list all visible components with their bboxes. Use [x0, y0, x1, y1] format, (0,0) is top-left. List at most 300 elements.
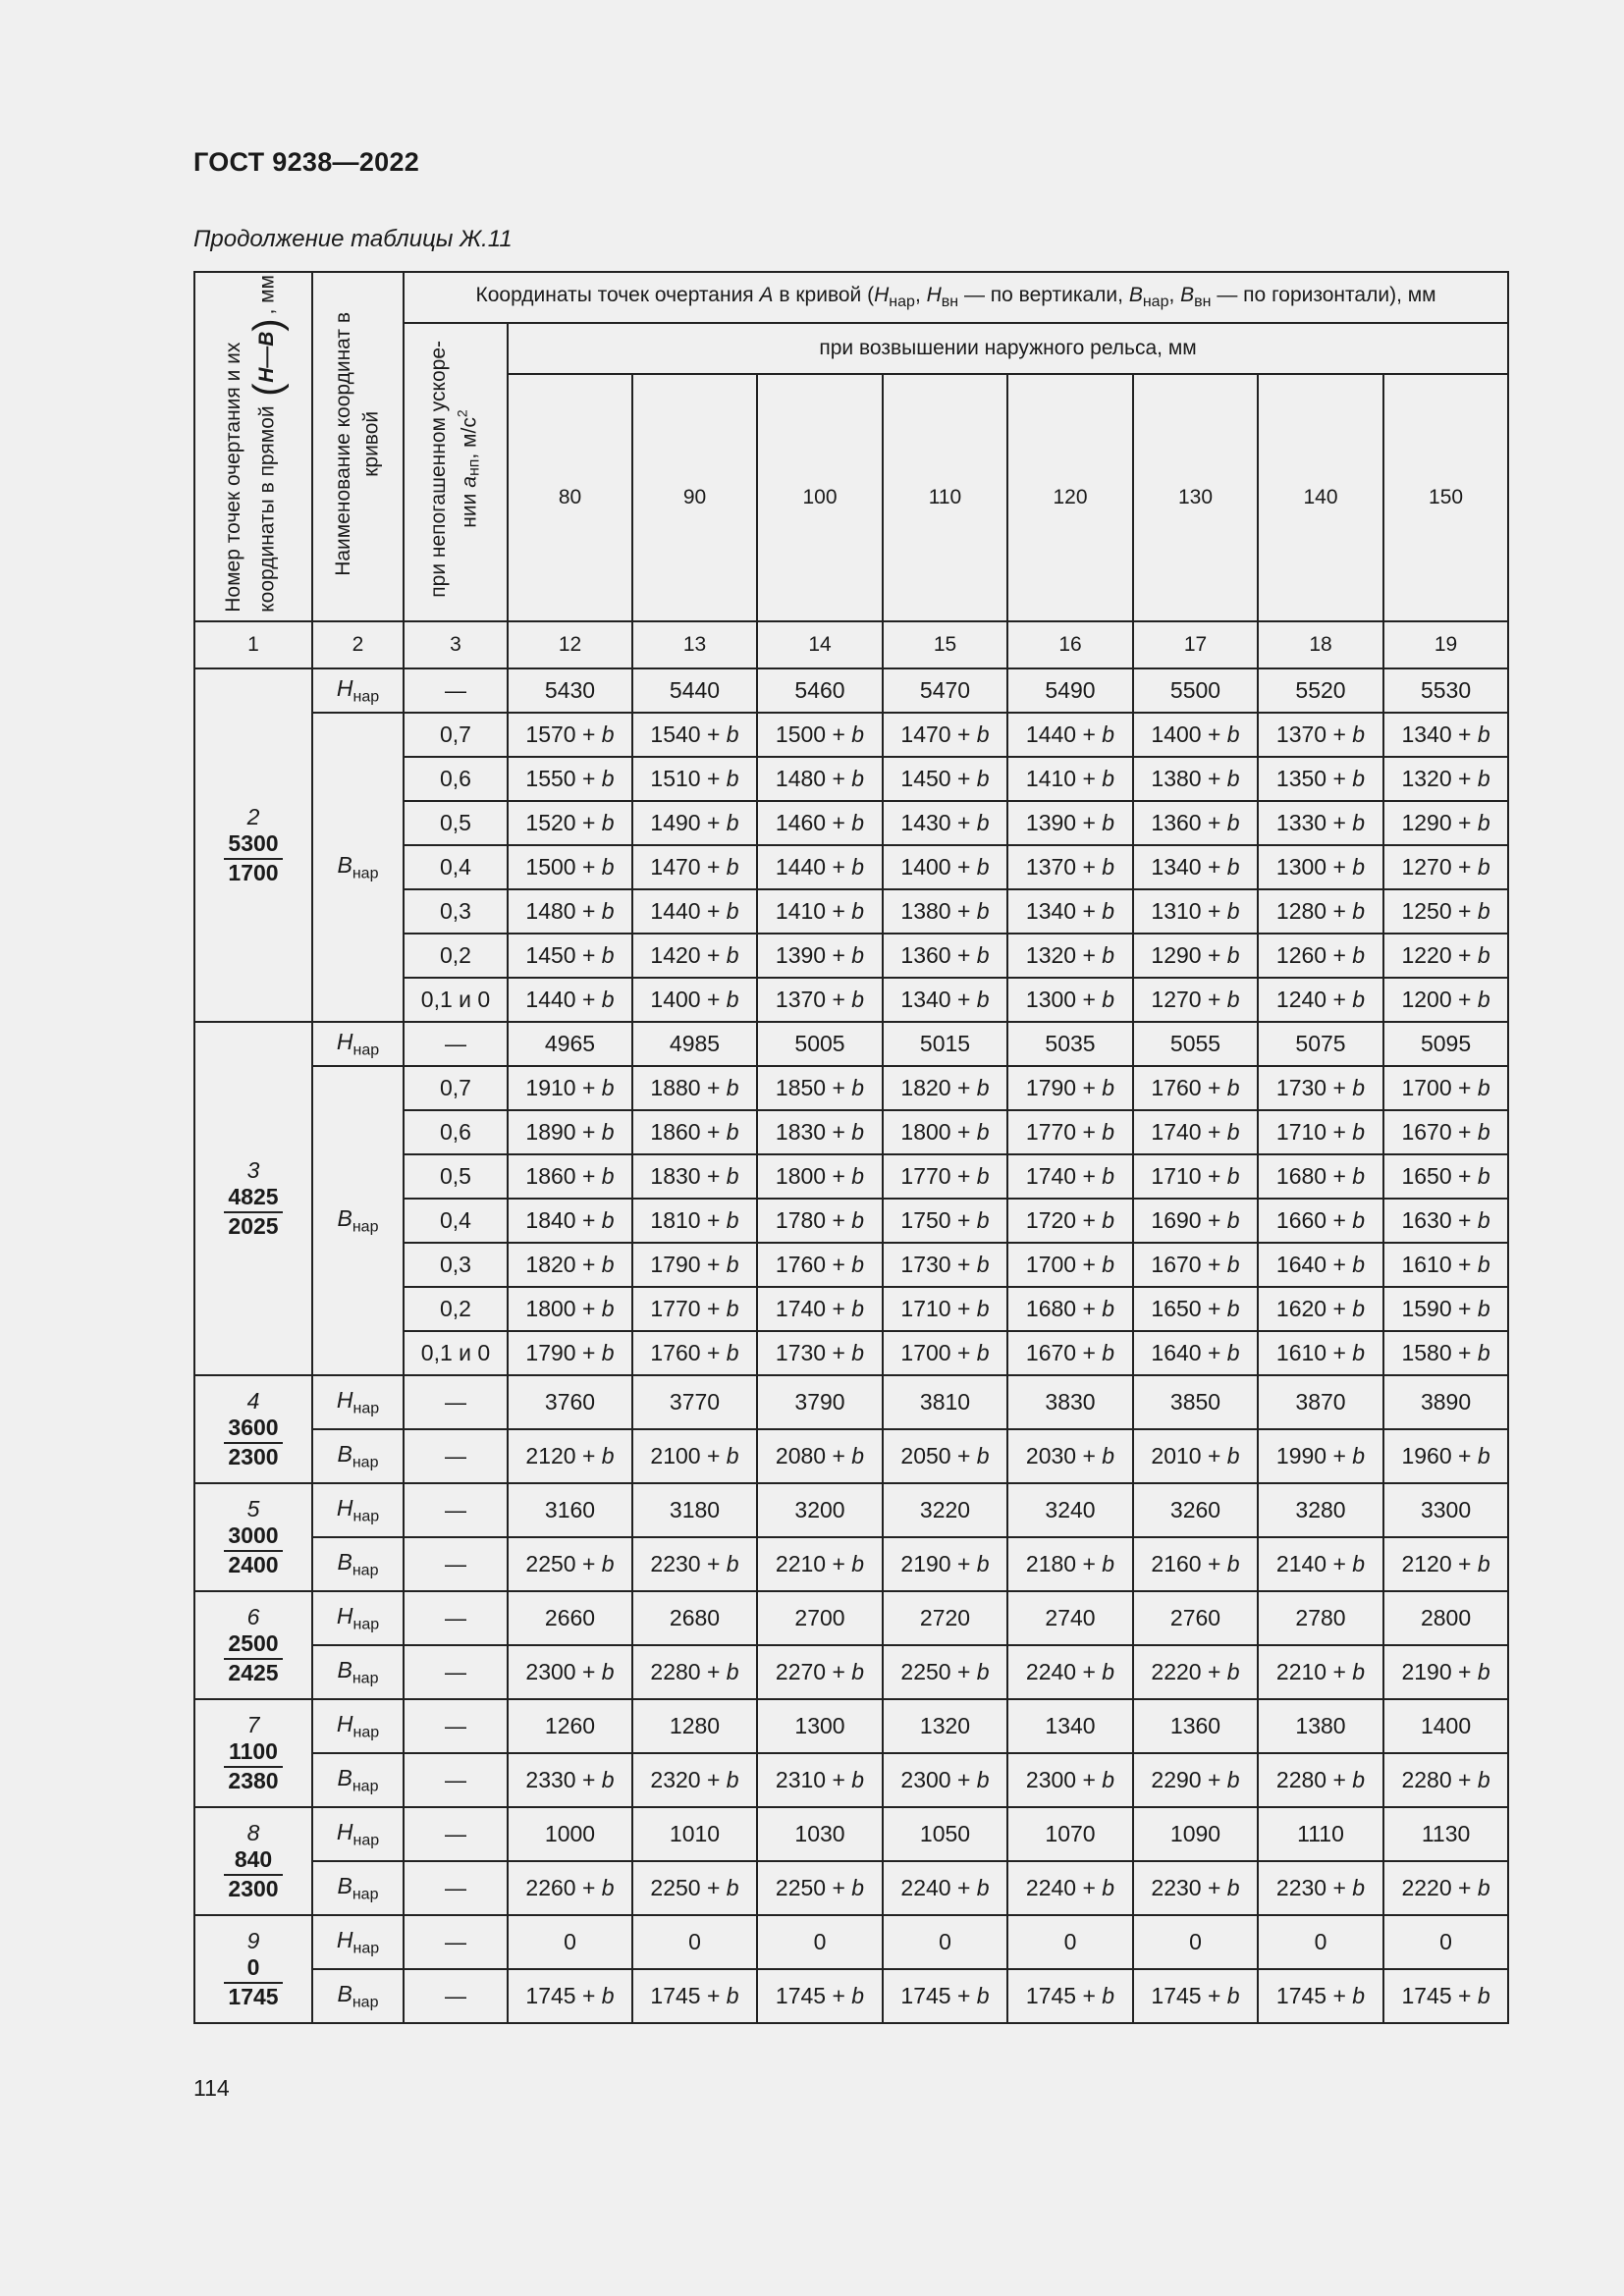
value-cell	[883, 978, 1007, 1022]
value-cell	[1258, 1861, 1383, 1915]
accel-cell: —	[404, 668, 508, 713]
value-cell	[1007, 934, 1133, 978]
value-cell: 5075	[1258, 1022, 1383, 1066]
b-offset-value: 1960 + b	[1401, 1443, 1490, 1468]
b-offset-value: 2220 + b	[1401, 1875, 1490, 1900]
point-number: 6	[246, 1603, 260, 1629]
b-offset-value: 1670 + b	[1151, 1252, 1240, 1277]
value-cell: 3790	[757, 1375, 883, 1429]
b-offset-value: 1840 + b	[525, 1207, 615, 1233]
value-cell	[1383, 1753, 1508, 1807]
b-offset-value: 1640 + b	[1275, 1252, 1366, 1277]
b-offset-value: 2290 + b	[1151, 1767, 1240, 1792]
b-offset-value: 1420 + b	[650, 942, 739, 968]
value-cell	[508, 1199, 632, 1243]
value-cell	[883, 757, 1007, 801]
value-cell	[757, 889, 883, 934]
value-cell	[757, 713, 883, 757]
b-offset-value: 1660 + b	[1275, 1207, 1366, 1233]
value-cell: 0	[632, 1915, 757, 1969]
value-cell	[1007, 1243, 1133, 1287]
b-offset-value: 1730 + b	[775, 1340, 865, 1365]
point-number: 3	[246, 1156, 260, 1183]
b-offset-value: 1680 + b	[1275, 1163, 1366, 1189]
value-cell	[632, 1645, 757, 1699]
b-offset-value: 2300 + b	[525, 1659, 615, 1684]
b-offset-value: 1300 + b	[1275, 854, 1366, 880]
point-number: 2	[246, 803, 260, 829]
b-offset-value: 1770 + b	[900, 1163, 990, 1189]
b-offset-value: 1520 + b	[525, 810, 615, 835]
accel-cell: 0,4	[404, 1199, 508, 1243]
b-offset-value: 1430 + b	[900, 810, 990, 835]
b-offset-value: 1740 + b	[1151, 1119, 1240, 1145]
b-offset-value: 1470 + b	[650, 854, 739, 880]
b-offset-value: 1730 + b	[900, 1252, 990, 1277]
column-index-cell: 18	[1258, 621, 1383, 668]
value-cell	[632, 1110, 757, 1154]
value-cell	[632, 1199, 757, 1243]
value-cell: 5015	[883, 1022, 1007, 1066]
b-offset-value: 2100 + b	[650, 1443, 739, 1468]
b-offset-value: 1790 + b	[525, 1340, 615, 1365]
value-cell	[1007, 1861, 1133, 1915]
value-cell	[1133, 1154, 1258, 1199]
b-offset-value: 1740 + b	[1025, 1163, 1115, 1189]
value-cell	[1133, 757, 1258, 801]
value-cell: 1400	[1383, 1699, 1508, 1753]
value-cell: 2800	[1383, 1591, 1508, 1645]
b-offset-value: 2240 + b	[1025, 1875, 1115, 1900]
coord-name-cell	[312, 1645, 404, 1699]
value-cell: 1260	[508, 1699, 632, 1753]
value-cell: 1130	[1383, 1807, 1508, 1861]
value-cell	[883, 1331, 1007, 1375]
value-cell	[1383, 1861, 1508, 1915]
b-offset-value: 2210 + b	[775, 1551, 865, 1576]
col2-header: Наименование координат в кривой	[312, 272, 404, 621]
value-cell	[883, 801, 1007, 845]
b-offset-value: 1320 + b	[1025, 942, 1115, 968]
value-cell	[1133, 845, 1258, 889]
value-cell	[1133, 1066, 1258, 1110]
value-cell	[1383, 1110, 1508, 1154]
b-offset-value: 2230 + b	[650, 1551, 739, 1576]
value-cell	[883, 1110, 1007, 1154]
value-cell	[1007, 1969, 1133, 2023]
value-cell	[508, 1331, 632, 1375]
point-h: 840	[224, 1846, 283, 1876]
value-cell	[1007, 1429, 1133, 1483]
point-h: 3600	[224, 1415, 283, 1444]
value-cell	[1133, 1645, 1258, 1699]
value-cell	[883, 1066, 1007, 1110]
b-offset-value: 2250 + b	[525, 1551, 615, 1576]
point-h: 5300	[224, 830, 283, 860]
b-offset-value: 1700 + b	[1025, 1252, 1115, 1277]
value-cell	[508, 889, 632, 934]
table-row	[194, 713, 1508, 757]
value-cell	[1133, 934, 1258, 978]
b-offset-value: 1510 + b	[650, 766, 739, 791]
value-cell: 3760	[508, 1375, 632, 1429]
b-offset-value: 2300 + b	[1025, 1767, 1115, 1792]
value-cell	[1383, 845, 1508, 889]
point-b: 2300	[228, 1443, 279, 1469]
b-offset-value: 1770 + b	[1025, 1119, 1115, 1145]
coordinate-label: $B_{нар}$	[337, 1548, 379, 1579]
value-cell	[508, 757, 632, 801]
value-cell	[508, 1537, 632, 1591]
b-offset-value: 1330 + b	[1275, 810, 1366, 835]
value-cell	[1383, 889, 1508, 934]
b-offset-value: 1370 + b	[1275, 721, 1366, 747]
value-cell	[1258, 1154, 1383, 1199]
accel-cell: 0,6	[404, 757, 508, 801]
b-offset-value: 1250 + b	[1401, 898, 1490, 924]
b-offset-value: 1630 + b	[1401, 1207, 1490, 1233]
value-cell: 1000	[508, 1807, 632, 1861]
coordinate-label: $B_{нар}$	[337, 1440, 379, 1471]
value-cell	[883, 1969, 1007, 2023]
value-cell	[632, 934, 757, 978]
value-cell	[1007, 1154, 1133, 1199]
column-index-cell: 13	[632, 621, 757, 668]
value-cell	[757, 1287, 883, 1331]
value-cell: 0	[508, 1915, 632, 1969]
value-cell: 0	[883, 1915, 1007, 1969]
value-cell	[1383, 1537, 1508, 1591]
value-cell: 5005	[757, 1022, 883, 1066]
table-row	[194, 1429, 1508, 1483]
value-cell	[1133, 1243, 1258, 1287]
coordinate-label: $H_{нар}$	[336, 1028, 380, 1059]
point-b: 2380	[228, 1767, 279, 1793]
value-cell: 5430	[508, 668, 632, 713]
b-offset-value: 2280 + b	[1275, 1767, 1366, 1792]
b-offset-value: 2120 + b	[525, 1443, 615, 1468]
value-cell	[883, 845, 1007, 889]
value-cell	[1007, 1287, 1133, 1331]
value-cell: 1300	[757, 1699, 883, 1753]
value-cell	[883, 889, 1007, 934]
b-offset-value: 1610 + b	[1401, 1252, 1490, 1277]
elevation-header-cell: 120	[1007, 374, 1133, 621]
value-cell	[632, 1154, 757, 1199]
value-cell: 5520	[1258, 668, 1383, 713]
table-caption: Продолжение таблицы Ж.11	[193, 226, 513, 252]
value-cell	[508, 1110, 632, 1154]
value-cell	[1133, 1429, 1258, 1483]
b-offset-value: 1500 + b	[775, 721, 865, 747]
column-index-cell: 19	[1383, 621, 1508, 668]
b-offset-value: 1400 + b	[900, 854, 990, 880]
table-row	[194, 1969, 1508, 2023]
value-cell	[632, 1969, 757, 2023]
value-cell: 1380	[1258, 1699, 1383, 1753]
value-cell	[1007, 1066, 1133, 1110]
b-offset-value: 1710 + b	[900, 1296, 990, 1321]
point-b: 1700	[228, 859, 279, 885]
b-offset-value: 1440 + b	[650, 898, 739, 924]
b-offset-value: 1670 + b	[1401, 1119, 1490, 1145]
value-cell	[508, 1645, 632, 1699]
b-offset-value: 1200 + b	[1401, 987, 1490, 1012]
value-cell	[1383, 713, 1508, 757]
value-cell	[757, 757, 883, 801]
b-offset-value: 1640 + b	[1151, 1340, 1240, 1365]
table-row	[194, 1753, 1508, 1807]
coordinate-label: $B_{нар}$	[337, 1980, 379, 2011]
value-cell: 1070	[1007, 1807, 1133, 1861]
b-offset-value: 1270 + b	[1151, 987, 1240, 1012]
accel-cell: 0,3	[404, 1243, 508, 1287]
value-cell	[508, 1969, 632, 2023]
elevation-header-cell: 130	[1133, 374, 1258, 621]
coordinate-label: $B_{нар}$	[337, 851, 379, 882]
b-offset-value: 1260 + b	[1275, 942, 1366, 968]
value-cell	[1133, 713, 1258, 757]
b-offset-value: 2330 + b	[525, 1767, 615, 1792]
value-cell: 3180	[632, 1483, 757, 1537]
coordinate-label: $B_{нар}$	[337, 1764, 379, 1795]
table-row	[194, 668, 1508, 713]
elevation-header: при возвышении наружного рельса, мм	[508, 323, 1508, 374]
value-cell	[757, 1537, 883, 1591]
value-cell: 2780	[1258, 1591, 1383, 1645]
accel-cell: —	[404, 1483, 508, 1537]
table-row	[194, 1645, 1508, 1699]
value-cell	[1258, 1753, 1383, 1807]
accel-cell: —	[404, 1753, 508, 1807]
accel-cell: —	[404, 1375, 508, 1429]
accel-cell: —	[404, 1645, 508, 1699]
coordinates-table	[193, 271, 1509, 2024]
value-cell	[632, 1861, 757, 1915]
b-offset-value: 2310 + b	[775, 1767, 865, 1792]
value-cell: 1110	[1258, 1807, 1383, 1861]
b-offset-value: 2180 + b	[1025, 1551, 1115, 1576]
value-cell	[1258, 713, 1383, 757]
coordinate-label: $H_{нар}$	[336, 1926, 380, 1957]
b-offset-value: 1745 + b	[1401, 1983, 1490, 2008]
point-h: 2500	[224, 1630, 283, 1660]
coord-name-cell	[312, 1591, 404, 1645]
value-cell	[508, 1429, 632, 1483]
value-cell	[1258, 1243, 1383, 1287]
coordinate-label: $H_{нар}$	[336, 1710, 380, 1741]
value-cell	[1383, 1066, 1508, 1110]
value-cell	[1383, 1154, 1508, 1199]
value-cell: 3200	[757, 1483, 883, 1537]
b-offset-value: 1620 + b	[1275, 1296, 1366, 1321]
coordinate-label: $H_{нар}$	[336, 1386, 380, 1417]
value-cell	[508, 845, 632, 889]
value-cell: 2700	[757, 1591, 883, 1645]
b-offset-value: 2280 + b	[1401, 1767, 1490, 1792]
col3-header: при непогашенном ускоре- нии $a_{нп}$, $м/с^2$	[404, 323, 508, 621]
value-cell	[1133, 1110, 1258, 1154]
column-index-cell: 3	[404, 621, 508, 668]
point-b: 2300	[228, 1875, 279, 1901]
b-offset-value: 1720 + b	[1025, 1207, 1115, 1233]
value-cell: 1360	[1133, 1699, 1258, 1753]
value-cell: 5035	[1007, 1022, 1133, 1066]
value-cell	[508, 1154, 632, 1199]
value-cell	[1007, 1753, 1133, 1807]
column-index-cell: 16	[1007, 621, 1133, 668]
column-index-cell: 15	[883, 621, 1007, 668]
coord-name-cell	[312, 1915, 404, 1969]
value-cell: 5055	[1133, 1022, 1258, 1066]
b-offset-value: 1310 + b	[1151, 898, 1240, 924]
value-cell	[1133, 1287, 1258, 1331]
elevation-header-cell: 100	[757, 374, 883, 621]
b-offset-value: 1500 + b	[525, 854, 615, 880]
value-cell: 3260	[1133, 1483, 1258, 1537]
b-offset-value: 1680 + b	[1025, 1296, 1115, 1321]
value-cell: 1280	[632, 1699, 757, 1753]
b-offset-value: 1780 + b	[775, 1207, 865, 1233]
point-h: 0	[224, 1954, 283, 1984]
b-offset-value: 1240 + b	[1275, 987, 1366, 1012]
value-cell	[632, 1066, 757, 1110]
b-offset-value: 1790 + b	[1025, 1075, 1115, 1100]
b-offset-value: 1750 + b	[900, 1207, 990, 1233]
accel-cell: 0,7	[404, 713, 508, 757]
b-offset-value: 2190 + b	[900, 1551, 990, 1576]
b-offset-value: 1880 + b	[650, 1075, 739, 1100]
b-offset-value: 1745 + b	[1025, 1983, 1115, 2008]
table-row	[194, 1861, 1508, 1915]
elevation-header-cell: 110	[883, 374, 1007, 621]
group-header: Координаты точек очертания A в кривой ($H_{нар}$, $H_{вн}$ — по вертикали, $B_{нар}$, $B_{вн}$ — по горизонтали), мм	[404, 272, 1508, 323]
value-cell	[757, 1429, 883, 1483]
value-cell	[1258, 978, 1383, 1022]
b-offset-value: 2250 + b	[900, 1659, 990, 1684]
point-cell	[194, 1591, 312, 1699]
point-number: 4	[246, 1387, 260, 1414]
value-cell	[1133, 1331, 1258, 1375]
value-cell: 0	[1383, 1915, 1508, 1969]
b-offset-value: 1760 + b	[1151, 1075, 1240, 1100]
b-offset-value: 1760 + b	[650, 1340, 739, 1365]
b-offset-value: 1710 + b	[1151, 1163, 1240, 1189]
value-cell	[1007, 889, 1133, 934]
b-offset-value: 1590 + b	[1401, 1296, 1490, 1321]
value-cell	[757, 1645, 883, 1699]
value-cell: 0	[1258, 1915, 1383, 1969]
table-body	[194, 668, 1508, 2023]
b-offset-value: 1740 + b	[775, 1296, 865, 1321]
accel-cell: 0,5	[404, 801, 508, 845]
value-cell	[883, 1243, 1007, 1287]
point-cell	[194, 1699, 312, 1807]
coord-name-cell	[312, 1375, 404, 1429]
accel-cell: —	[404, 1915, 508, 1969]
value-cell	[883, 1154, 1007, 1199]
b-offset-value: 1450 + b	[900, 766, 990, 791]
value-cell	[883, 1287, 1007, 1331]
b-offset-value: 2260 + b	[525, 1875, 615, 1900]
value-cell	[1383, 1429, 1508, 1483]
b-offset-value: 1800 + b	[900, 1119, 990, 1145]
value-cell: 3280	[1258, 1483, 1383, 1537]
b-offset-value: 1760 + b	[775, 1252, 865, 1277]
coordinate-label: $H_{нар}$	[336, 1602, 380, 1633]
value-cell	[757, 1154, 883, 1199]
point-cell	[194, 668, 312, 1022]
accel-cell: 0,6	[404, 1110, 508, 1154]
point-number: 7	[246, 1711, 260, 1737]
b-offset-value: 1390 + b	[1025, 810, 1115, 835]
value-cell	[1258, 1199, 1383, 1243]
value-cell	[508, 713, 632, 757]
b-offset-value: 1650 + b	[1151, 1296, 1240, 1321]
b-offset-value: 2280 + b	[650, 1659, 739, 1684]
b-offset-value: 1450 + b	[525, 942, 615, 968]
value-cell	[1007, 978, 1133, 1022]
value-cell	[757, 1110, 883, 1154]
b-offset-value: 1800 + b	[525, 1296, 615, 1321]
value-cell	[1007, 1645, 1133, 1699]
value-cell	[1133, 801, 1258, 845]
value-cell	[883, 1537, 1007, 1591]
value-cell	[757, 978, 883, 1022]
coord-name-cell	[312, 713, 404, 1022]
value-cell	[1133, 1969, 1258, 2023]
b-offset-value: 1290 + b	[1401, 810, 1490, 835]
value-cell	[757, 1199, 883, 1243]
b-offset-value: 1770 + b	[650, 1296, 739, 1321]
value-cell	[1133, 1199, 1258, 1243]
b-offset-value: 2230 + b	[1151, 1875, 1240, 1900]
h-over-b-fraction: ( H B )	[245, 318, 290, 397]
b-offset-value: 1670 + b	[1025, 1340, 1115, 1365]
value-cell	[1258, 845, 1383, 889]
b-offset-value: 1340 + b	[900, 987, 990, 1012]
column-index-cell: 14	[757, 621, 883, 668]
value-cell	[883, 1861, 1007, 1915]
column-index-cell: 17	[1133, 621, 1258, 668]
b-offset-value: 1810 + b	[650, 1207, 739, 1233]
value-cell: 2680	[632, 1591, 757, 1645]
value-cell	[632, 801, 757, 845]
b-offset-value: 1820 + b	[900, 1075, 990, 1100]
b-offset-value: 1790 + b	[650, 1252, 739, 1277]
b-offset-value: 1710 + b	[1275, 1119, 1366, 1145]
value-cell	[1007, 757, 1133, 801]
coord-name-cell	[312, 1969, 404, 2023]
table-row	[194, 1537, 1508, 1591]
value-cell	[632, 978, 757, 1022]
elevation-header-cell: 80	[508, 374, 632, 621]
value-cell	[1133, 1861, 1258, 1915]
value-cell	[757, 1066, 883, 1110]
b-offset-value: 1990 + b	[1275, 1443, 1366, 1468]
coordinate-label: $B_{нар}$	[337, 1204, 379, 1236]
value-cell	[1007, 1110, 1133, 1154]
b-offset-value: 2190 + b	[1401, 1659, 1490, 1684]
accel-cell: 0,2	[404, 934, 508, 978]
value-cell: 0	[1007, 1915, 1133, 1969]
b-offset-value: 1690 + b	[1151, 1207, 1240, 1233]
elevation-header-cell: 90	[632, 374, 757, 621]
b-offset-value: 1745 + b	[1151, 1983, 1240, 2008]
value-cell	[508, 1243, 632, 1287]
value-cell	[1258, 889, 1383, 934]
value-cell: 3810	[883, 1375, 1007, 1429]
